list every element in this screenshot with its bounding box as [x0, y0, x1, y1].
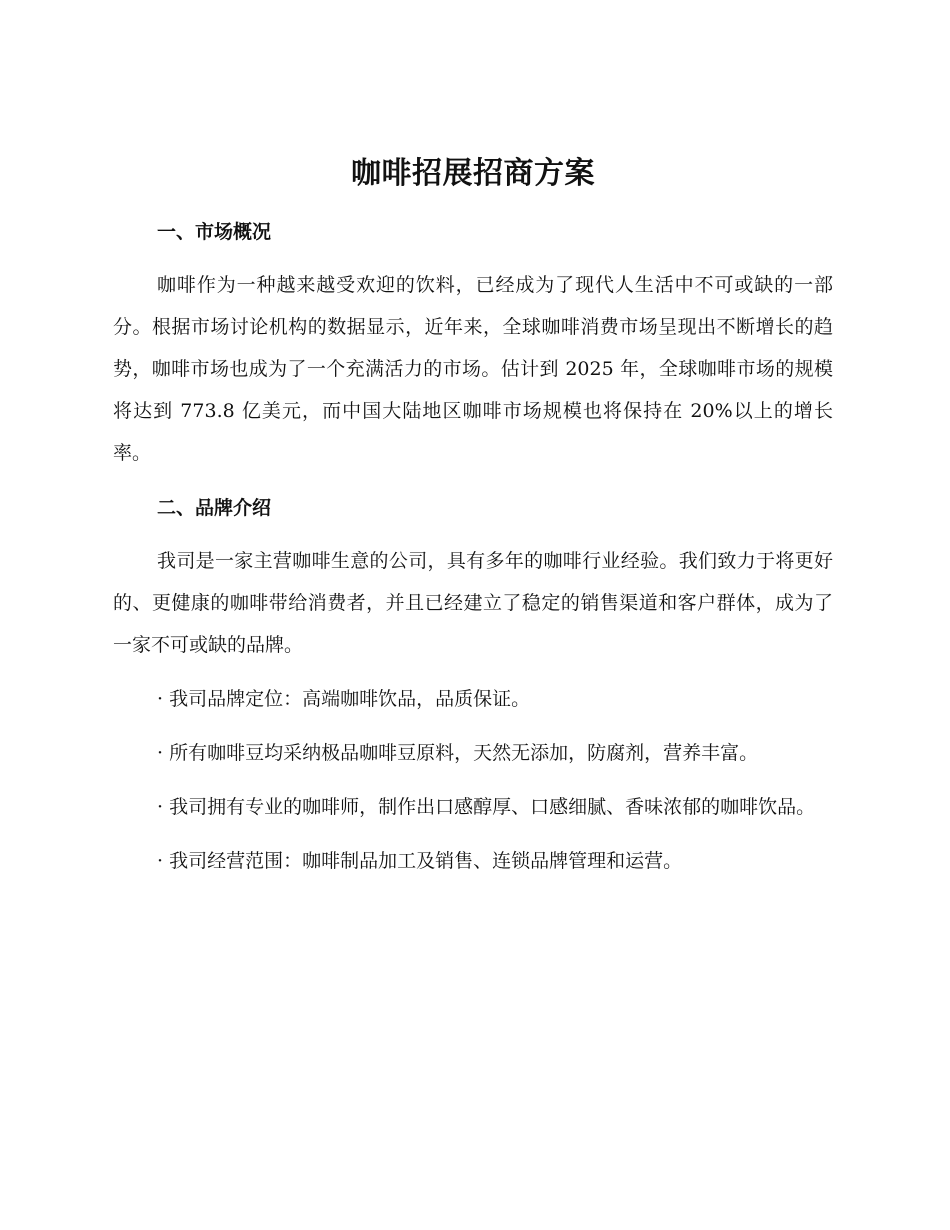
spacer: [113, 200, 833, 212]
paragraph-brand-intro: 我司是一家主营咖啡生意的公司，具有多年的咖啡行业经验。我们致力于将更好的、更健康的咖啡带给消费者，并且已经建立了稳定的销售渠道和客户群体，成为了一家不可或缺的品牌。: [113, 550, 833, 656]
bullet-brand-positioning: · 我司品牌定位：高端咖啡饮品，品质保证。: [157, 688, 531, 710]
spacer: [113, 474, 833, 488]
spacer: [113, 528, 833, 540]
spacer: [113, 252, 833, 264]
section-heading-market-overview: 一、市场概况: [157, 221, 272, 243]
document-title: 咖啡招展招商方案: [351, 156, 595, 191]
bullet-business-scope: · 我司经营范围：咖啡制品加工及销售、连锁品牌管理和运营。: [157, 850, 683, 872]
paragraph-market-overview: 咖啡作为一种越来越受欢迎的饮料，已经成为了现代人生活中不可或缺的一部分。根据市场讨论机构的数据显示，近年来，全球咖啡消费市场呈现出不断增长的趋势，咖啡市场也成为了一个充满活力的市场。估计到 2025 年，全球咖啡市场的规模将达到 773.8 亿美元，而中国大陆地区咖啡市场规模也将保持在 20%以上的增长率。: [113, 274, 833, 464]
section-heading-brand-intro: 二、品牌介绍: [157, 497, 272, 519]
spacer: [113, 828, 833, 840]
spacer: [113, 666, 833, 678]
spacer: [113, 720, 833, 732]
spacer: [113, 774, 833, 786]
document-body: [113, 148, 833, 882]
bullet-baristas: · 我司拥有专业的咖啡师，制作出口感醇厚、口感细腻、香味浓郁的咖啡饮品。: [157, 796, 816, 818]
bullet-coffee-beans: · 所有咖啡豆均采纳极品咖啡豆原料，天然无添加，防腐剂，营养丰富。: [157, 742, 759, 764]
